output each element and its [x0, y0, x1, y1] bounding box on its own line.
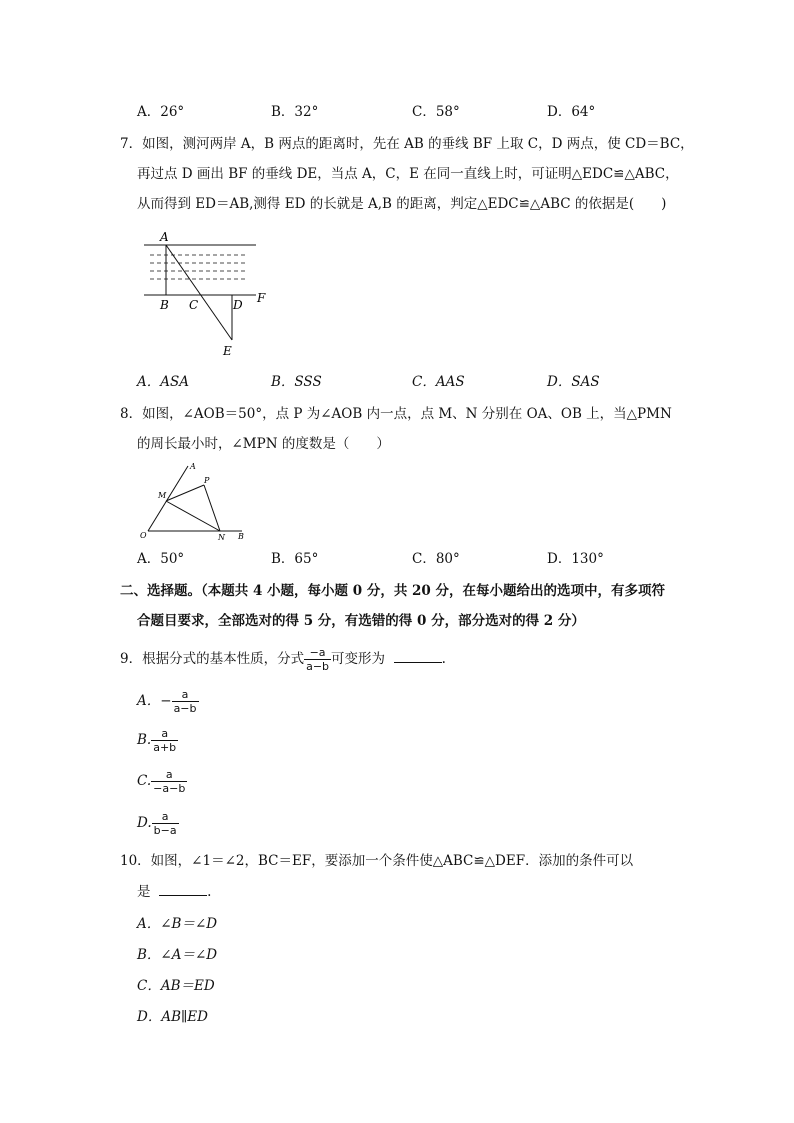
q8-stem-line-2: 的周长最小时，∠MPN 的度数是（ ）: [137, 436, 390, 452]
q7-label-b: B: [160, 298, 169, 312]
q10-option-a[interactable]: A．∠B＝∠D: [137, 916, 218, 932]
q9-option-d-den: b−a: [153, 824, 177, 837]
q9-option-c-fraction: [151, 768, 187, 795]
q8-option-c[interactable]: C．80°: [412, 551, 460, 567]
q8-stem-line-1: 8．如图，∠AOB＝50°，点 P 为∠AOB 内一点，点 M、N 分别在 OA、OB 上，当△PMN: [120, 406, 672, 422]
q9-option-a-den: a−b: [173, 702, 197, 715]
q9-option-b-num: a: [151, 727, 178, 741]
q6-option-b[interactable]: B．32°: [271, 104, 319, 120]
q7-option-a[interactable]: A．ASA: [137, 374, 189, 390]
q10-stem-line-2-end: .: [207, 884, 212, 900]
q10-option-b[interactable]: B．∠A＝∠D: [137, 947, 218, 963]
q7-option-c[interactable]: C．AAS: [412, 374, 465, 390]
q9-stem-fraction-den: a−b: [306, 660, 330, 673]
q8-label-m: M: [158, 491, 167, 500]
q9-option-b-den: a+b: [153, 741, 177, 754]
q9-option-c[interactable]: [137, 768, 187, 795]
q8-label-n: N: [218, 533, 225, 542]
q7-label-e: E: [223, 344, 232, 358]
q9-option-a-label: A．: [137, 693, 161, 709]
q8-label-p: P: [204, 476, 210, 485]
q7-label-a: A: [160, 230, 169, 244]
q9-option-c-label: C.: [137, 773, 152, 789]
q7-river-figure: [136, 228, 286, 362]
q9-stem-fraction: [304, 646, 331, 673]
q9-option-b-label: B.: [137, 732, 152, 748]
q9-option-a-sign: −: [160, 693, 172, 709]
q9-option-c-den: −a−b: [153, 782, 186, 795]
q7-label-d: D: [233, 298, 243, 312]
q9-stem-suffix: 可变形为: [331, 651, 386, 667]
q10-stem-line-1: 10．如图，∠1＝∠2，BC＝EF，要添加一个条件使△ABC≌△DEF．添加的条件可以: [120, 853, 634, 869]
q8-label-b: B: [238, 532, 244, 541]
q10-option-c[interactable]: C．AB＝ED: [137, 978, 215, 994]
q10-stem-line-2: [137, 882, 211, 902]
section-2-heading-line-1: 二、选择题。（本题共 4 小题，每小题 0 分，共 20 分，在每小题给出的选项中，有多项符: [120, 583, 666, 599]
q10-option-d[interactable]: D．AB∥ED: [137, 1009, 208, 1025]
q8-option-a[interactable]: A．50°: [137, 551, 185, 567]
q7-stem-line-2: 再过点 D 画出 BF 的垂线 DE，当点 A，C，E 在同一直线上时，可证明△EDC≌△ABC，: [137, 166, 679, 182]
q8-label-o: O: [140, 531, 147, 540]
q9-answer-blank[interactable]: [394, 650, 442, 663]
q9-stem-prefix: 9．根据分式的基本性质，分式: [120, 651, 305, 667]
q8-option-b[interactable]: B．65°: [271, 551, 319, 567]
q9-option-b[interactable]: [137, 727, 178, 754]
q9-stem: [120, 646, 446, 673]
q7-stem-line-3: 从而得到 ED＝AB,测得 ED 的长就是 A,B 的距离，判定△EDC≌△ABC 的依据是( ): [137, 196, 667, 212]
q9-stem-end: .: [441, 651, 446, 667]
q7-option-b[interactable]: B．SSS: [271, 374, 322, 390]
q8-angle-figure: [138, 460, 250, 544]
q9-option-b-fraction: [151, 727, 178, 754]
q7-label-f: F: [257, 291, 266, 305]
q9-option-a[interactable]: [137, 688, 199, 715]
q9-option-c-num: a: [151, 768, 187, 782]
q6-option-c[interactable]: C．58°: [412, 104, 460, 120]
q8-option-d[interactable]: D．130°: [547, 551, 604, 567]
q7-option-d[interactable]: D．SAS: [547, 374, 600, 390]
q10-answer-blank[interactable]: [159, 883, 207, 896]
q9-option-a-fraction: [172, 688, 199, 715]
q6-option-d[interactable]: D．64°: [547, 104, 596, 120]
q7-label-c: C: [189, 298, 199, 312]
q6-option-a[interactable]: A．26°: [137, 104, 185, 120]
q8-label-a: A: [190, 462, 196, 471]
q9-option-a-num: a: [172, 688, 199, 702]
q9-option-d-num: a: [152, 810, 179, 824]
q9-option-d-label: D.: [137, 815, 152, 831]
q7-stem-line-1: 7．如图，测河两岸 A，B 两点的距离时，先在 AB 的垂线 BF 上取 C，D 两点，使 CD＝BC，: [120, 136, 694, 152]
q9-option-d-fraction: [152, 810, 179, 837]
q9-option-d[interactable]: [137, 810, 179, 837]
q9-stem-fraction-num: −a: [304, 646, 331, 660]
q10-stem-line-2-prefix: 是: [137, 884, 151, 900]
section-2-heading-line-2: 合题目要求，全部选对的得 5 分，有选错的得 0 分，部分选对的得 2 分）: [137, 613, 585, 629]
